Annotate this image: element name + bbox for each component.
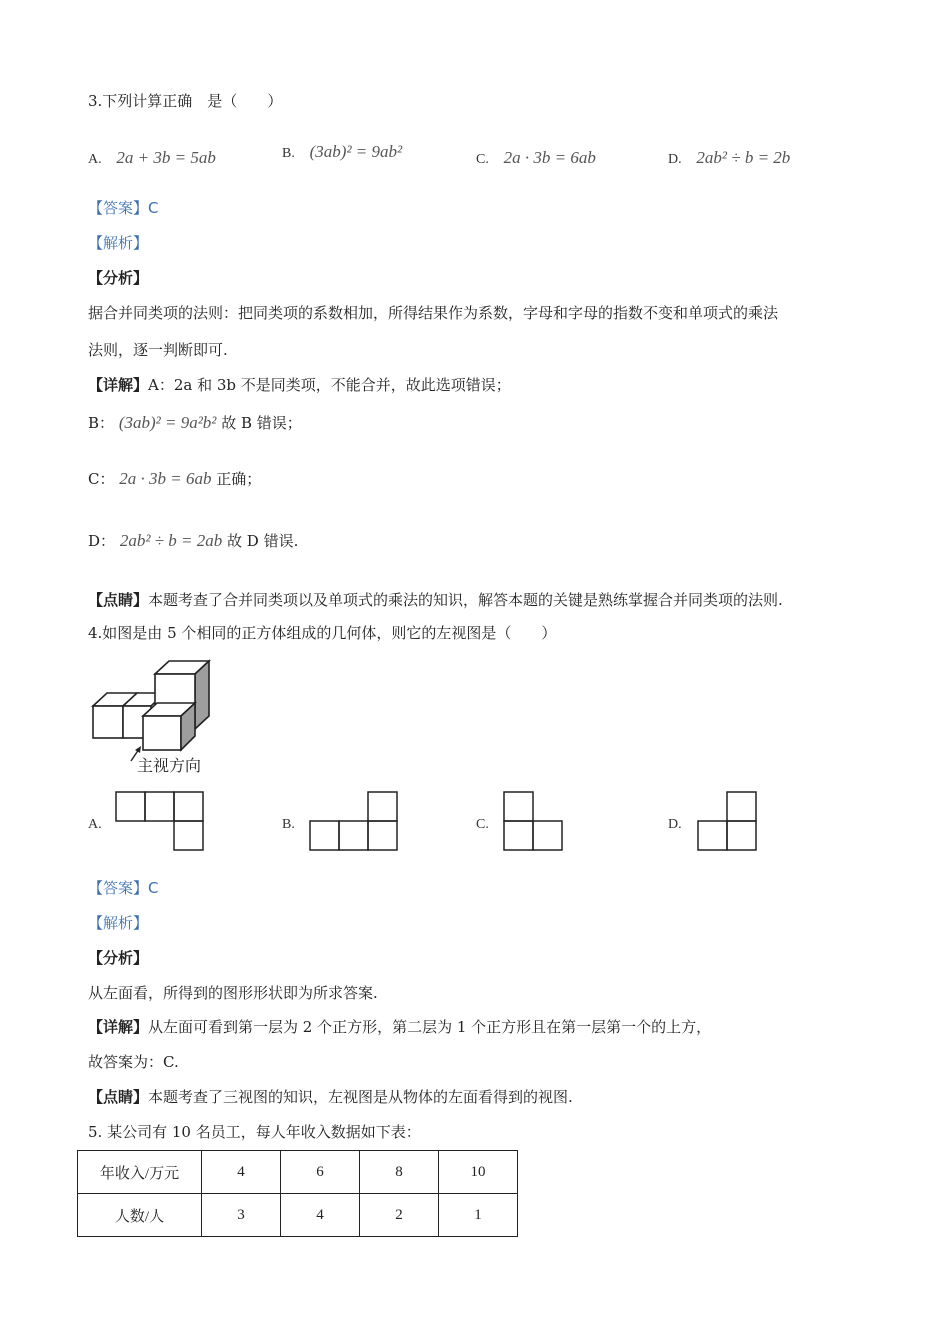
q3-fenxi-line1: 据合并同类项的法则：把同类项的系数相加，所得结果作为系数，字母和字母的指数不变和单项式的乘法 (88, 304, 779, 322)
dianjing-tag: 【点睛】 (88, 1088, 149, 1106)
dianjing-text: 本题考查了三视图的知识，左视图是从物体的左面看得到的视图. (148, 1088, 573, 1106)
answer-tag: 【答案】 (88, 879, 149, 897)
option-label: D. (668, 152, 682, 167)
detail-c-text: 正确； (216, 470, 262, 488)
q4-fenxi-tag: 【分析】 (88, 949, 149, 967)
q4-option-c-figure (503, 790, 565, 852)
table-row (78, 1151, 518, 1194)
answer-value: C (148, 199, 159, 217)
q3-dianjing (88, 589, 783, 610)
q4-fenxi-text: 从左面看，所得到的图形形状即为所求答案. (88, 984, 378, 1002)
q4-detail-line2: 故答案为：C. (88, 1053, 179, 1071)
q4-stem: 4.如图是由 5 个相同的正方体组成的几何体，则它的左视图是（ ） (88, 624, 557, 642)
table-header-cell: 人数/人 (78, 1194, 202, 1237)
table-cell: 4 (202, 1151, 281, 1194)
table-cell: 1 (439, 1194, 518, 1237)
q3-detail-d (88, 530, 298, 551)
table-cell: 4 (281, 1194, 360, 1237)
q4-answer (88, 877, 159, 898)
answer-tag: 【答案】 (88, 199, 149, 217)
cube-front-face (155, 674, 195, 706)
q4-option-b-label: B. (282, 817, 295, 832)
q3-option-c (476, 148, 596, 168)
option-expr: (3ab)² = 9ab² (309, 142, 403, 161)
table-cell: 6 (281, 1151, 360, 1194)
q4-dianjing (88, 1086, 573, 1107)
income-table (77, 1150, 518, 1237)
detail-c-expr: 2a · 3b = 6ab (119, 469, 212, 488)
q3-detail-a (88, 374, 511, 395)
q3-stem: 3.下列计算正确 是（ ） (88, 92, 283, 110)
option-expr: 2a + 3b = 5ab (116, 148, 216, 167)
q3-detail-c (88, 468, 261, 489)
q4-detail (88, 1016, 711, 1037)
option-label: B. (282, 146, 295, 161)
option-expr: 2ab² ÷ b = 2b (696, 148, 791, 167)
detail-a-text: A：2a 和 3b 不是同类项，不能合并，故此选项错误； (148, 376, 511, 394)
option-label: A. (88, 152, 102, 167)
detail-tag: 【详解】 (88, 1018, 149, 1036)
figure-caption: 主视方向 (137, 756, 202, 775)
detail-d-expr: 2ab² ÷ b = 2ab (119, 531, 223, 550)
q4-option-a-label: A. (88, 817, 102, 832)
table-cell: 8 (360, 1151, 439, 1194)
q4-option-c-label: C. (476, 817, 489, 832)
table-header-cell: 年收入/万元 (78, 1151, 202, 1194)
cube-front-face (143, 716, 181, 750)
arrow-head (135, 746, 141, 753)
table-cell: 10 (439, 1151, 518, 1194)
q4-analysis-tag: 【解析】 (88, 914, 149, 932)
cube-right-shade (195, 661, 209, 729)
q3-answer (88, 197, 159, 218)
detail-b-label: B： (88, 414, 115, 432)
q5-stem: 5. 某公司有 10 名员工，每人年收入数据如下表： (88, 1123, 421, 1141)
q3-analysis-tag: 【解析】 (88, 234, 149, 252)
q4-option-d-label: D. (668, 817, 682, 832)
q3-detail-b (88, 412, 302, 433)
detail-d-label: D： (88, 532, 116, 550)
table-cell: 3 (202, 1194, 281, 1237)
q3-option-b (282, 142, 402, 162)
option-expr: 2a · 3b = 6ab (503, 148, 596, 167)
detail-c-label: C： (88, 470, 115, 488)
dianjing-text: 本题考查了合并同类项以及单项式的乘法的知识，解答本题的关键是熟练掌握合并同类项的法则. (148, 591, 783, 609)
cube-front-face (93, 706, 123, 738)
option-label: C. (476, 152, 489, 167)
detail-tag: 【详解】 (88, 376, 149, 394)
detail-d-text: 故 D 错误. (227, 532, 299, 550)
detail-b-expr: (3ab)² = 9a²b² (118, 413, 217, 432)
detail-line1: 从左面可看到第一层为 2 个正方形，第二层为 1 个正方形且在第一层第一个的上方， (148, 1018, 712, 1036)
q3-option-a (88, 148, 216, 168)
q3-option-d (668, 148, 790, 168)
q4-option-b-figure (309, 790, 399, 852)
q4-option-a-figure (115, 790, 205, 852)
detail-b-text: 故 B 错误； (221, 414, 302, 432)
table-cell: 2 (360, 1194, 439, 1237)
q3-fenxi-tag: 【分析】 (88, 269, 149, 287)
q4-option-d-figure (697, 790, 759, 852)
dianjing-tag: 【点睛】 (88, 591, 149, 609)
table-row (78, 1194, 518, 1237)
answer-value: C (148, 879, 159, 897)
q3-fenxi-line2: 法则，逐一判断即可. (88, 341, 228, 359)
